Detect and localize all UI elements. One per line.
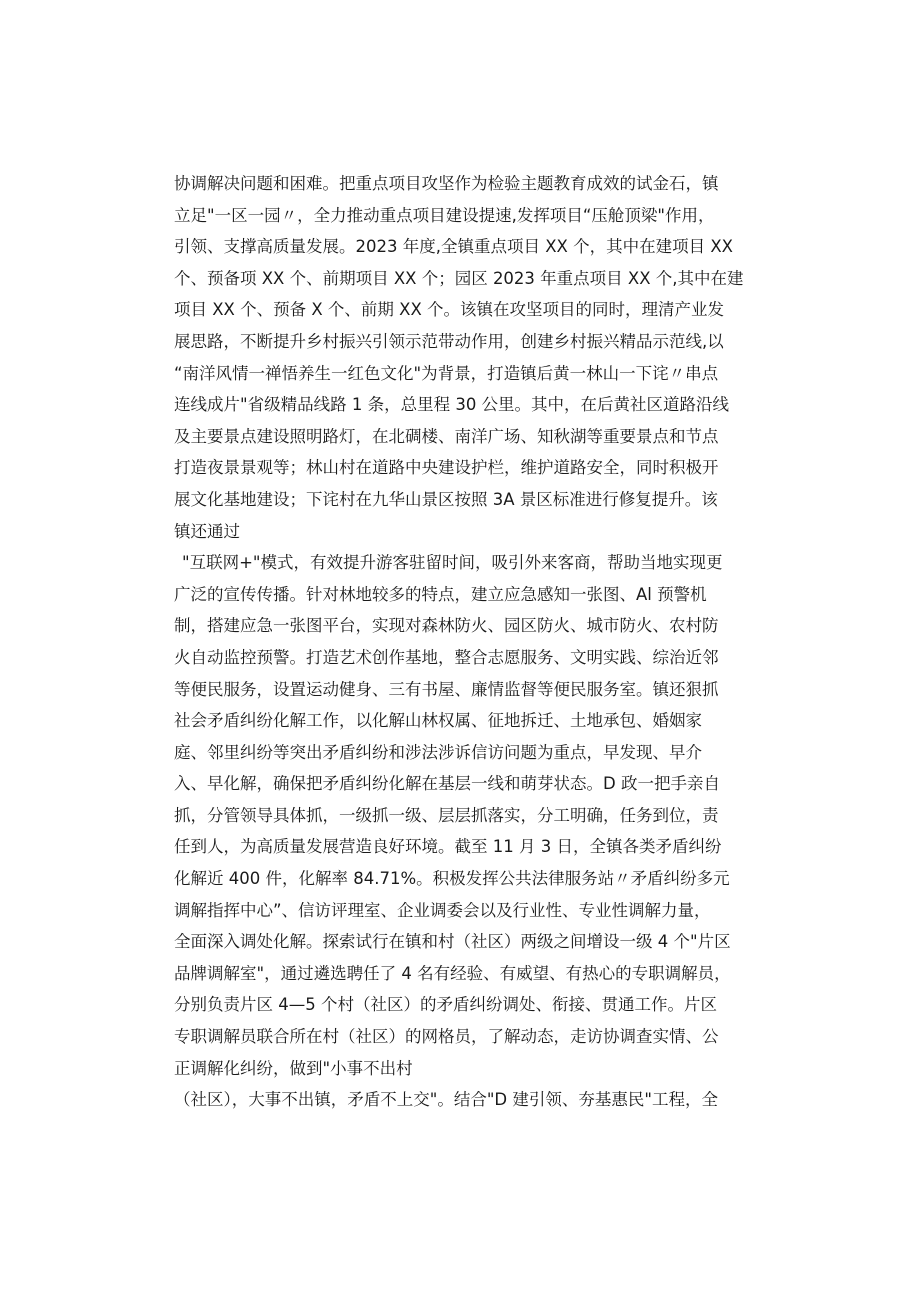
text-line: 化解近 400 件，化解率 84.71%。积极发挥公共法律服务站〃矛盾纠纷多元 [174,869,730,889]
text-line: 全面深入调处化解。探索试行在镇和村（社区）两级之间增设一级 4 个"片区 [174,932,731,952]
text-line: 等便民服务，设置运动健身、三有书屋、廉情监督等便民服务室。镇还狠抓 [174,679,719,699]
text-line: 展文化基地建设；下诧村在九华山景区按照 3A 景区标准进行修复提升。该 [174,489,718,509]
text-line: 制，搭建应急一张图平台，实现对森林防火、园区防火、城市防火、农村防 [174,616,719,636]
text-line: 展思路，不断提升乡村振兴引领示范带动作用，创建乡村振兴精品示范线,以 [174,331,724,351]
text-line: 入、早化解，确保把矛盾纠纷化解在基层一线和萌芽状态。D 政一把手亲自 [174,774,720,794]
body-text [174,168,754,1116]
text-line: 镇还通过 [174,521,240,541]
text-line: 打造夜景景观等；林山村在道路中央建设护栏，维护道路安全，同时积极开 [174,458,719,478]
text-line: "互联网+"模式，有效提升游客驻留时间，吸引外来客商，帮助当地实现更 [182,553,723,573]
text-line: 品牌调解室"，通过遴选聘任了 4 名有经验、有威望、有热心的专职调解员， [174,963,731,983]
text-line: 火自动监控预警。打造艺术创作基地，整合志愿服务、文明实践、综治近邻 [174,647,719,667]
text-line: 社会矛盾纠纷化解工作，以化解山林权属、征地拆迁、土地承包、婚姻家 [174,711,702,731]
text-line: 协调解决问题和困难。把重点项目攻坚作为检验主题教育成效的试金石，镇 [174,174,719,193]
text-line: 正调解化纠纷，做到"小事不出村 [174,1058,413,1078]
text-line: 引领、支撑高质量发展。2023 年度,全镇重点项目 XX 个，其中在建项目 XX [174,237,733,257]
text-line: 立足"一区一园〃，全力推动重点项目建设提速,发挥项目“压舱顶梁"作用， [174,205,715,225]
text-line: 项目 XX 个、预备 X 个、前期 XX 个。该镇在攻坚项目的同时，理清产业发 [174,300,724,320]
text-line: 专职调解员联合所在村（社区）的网格员，了解动态，走访协调查实情、公 [174,1027,719,1047]
text-line: 及主要景点建设照明路灯，在北碉楼、南洋广场、知秋湖等重要景点和节点 [174,426,719,446]
text-line: 个、预备项 XX 个、前期项目 XX 个；园区 2023 年重点项目 XX 个,其中在建 [174,268,744,288]
text-line: 广泛的宣传传播。针对林地较多的特点，建立应急感知一张图、Al 预警机 [174,584,707,604]
text-line: 连线成片"省级精品线路 1 条，总里程 30 公里。其中，在后黄社区道路沿线 [174,395,730,415]
text-line: 抓，分管领导具体抓，一级抓一级、层层抓落实，分工明确，任务到位，责 [174,805,719,825]
text-line: 调解指挥中心”、信访评理室、企业调委会以及行业性、专业性调解力量， [174,900,711,920]
text-line: 任到人，为高质量发展营造良好环境。截至 11 月 3 日，全镇各类矛盾纠纷 [174,837,722,857]
text-line: （社区），大事不出镇，矛盾不上交"。结合"D 建引领、夯基惠民"工程，全 [174,1090,718,1110]
text-line: 庭、邻里纠纷等突出矛盾纠纷和涉法涉诉信访问题为重点，早发现、早介 [174,742,702,762]
text-line: 分别负责片区 4—5 个村（社区）的矛盾纠纷调处、衔接、贯通工作。片区 [174,995,717,1015]
text-line: “南洋风情一禅悟养生一红色文化"为背景，打造镇后黄一林山一下诧〃串点 [174,363,719,383]
